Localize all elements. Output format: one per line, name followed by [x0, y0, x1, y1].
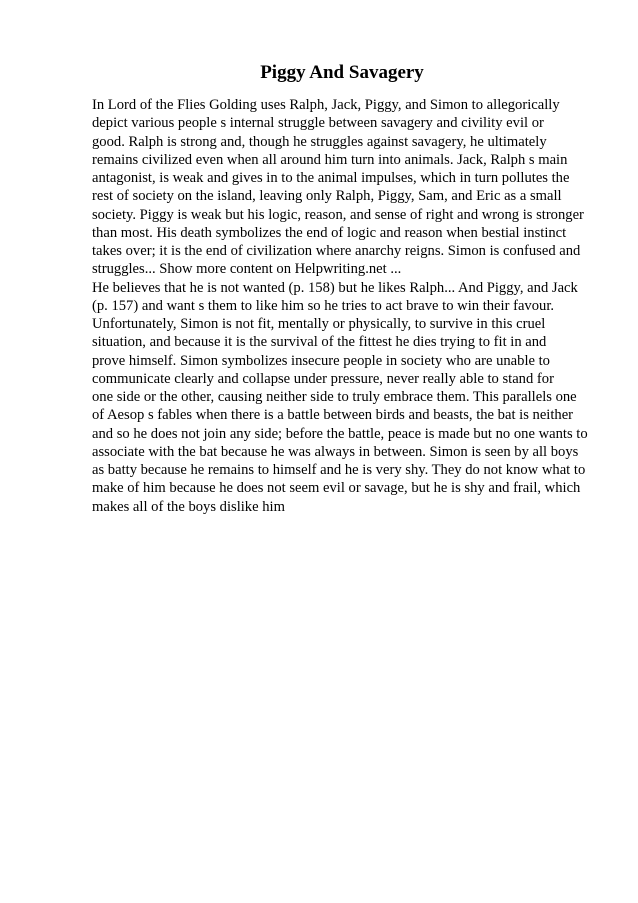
- body-line: antagonist, is weak and gives in to the animal impulses, which in turn pollutes the: [92, 170, 570, 186]
- body-line: communicate clearly and collapse under pressure, never really able to stand for: [92, 370, 554, 387]
- body-line: associate with the bat because he was always in between. Simon is seen by all boys: [92, 443, 579, 460]
- body-line: (p. 157) and want s them to like him so he tries to act brave to win their favour.: [92, 297, 555, 314]
- body-line: and so he does not join any side; before the battle, peace is made but no one wants to: [92, 425, 588, 442]
- body-line: make of him because he does not seem evil or savage, but he is shy and frail, which: [92, 480, 581, 497]
- body-line: remains civilized even when all around him turn into animals. Jack, Ralph s main: [92, 151, 568, 168]
- body-line: than most. His death symbolizes the end of logic and reason when bestial instinct: [92, 224, 567, 241]
- document-title: Piggy And Savagery: [260, 62, 424, 83]
- body-line: depict various people s internal struggle between savagery and civility evil or: [92, 115, 544, 132]
- body-line: struggles... Show more content on Helpwriting.net ...: [92, 261, 402, 278]
- body-line: situation, and because it is the survival of the fittest he dies trying to fit in and: [92, 334, 547, 351]
- body-line: as batty because he remains to himself and he is very shy. They do not know what to: [92, 462, 586, 478]
- body-line: He believes that he is not wanted (p. 158) but he likes Ralph... And Piggy, and Jack: [92, 279, 578, 296]
- body-line: prove himself. Simon symbolizes insecure people in society who are unable to: [92, 352, 550, 369]
- body-line: of Aesop s fables when there is a battle between birds and beasts, the bat is neither: [92, 407, 574, 424]
- body-line: Unfortunately, Simon is not fit, mentally or physically, to survive in this cruel: [92, 316, 546, 332]
- body-line: rest of society on the island, leaving only Ralph, Piggy, Sam, and Eric as a small: [92, 188, 562, 205]
- body-line: one side or the other, causing neither side to truly embrace them. This parallels one: [92, 389, 577, 405]
- document-body: [92, 96, 612, 516]
- body-line: society. Piggy is weak but his logic, reason, and sense of right and wrong is stronger: [92, 206, 584, 223]
- body-line: good. Ralph is strong and, though he struggles against savagery, he ultimately: [92, 133, 547, 150]
- body-line: In Lord of the Flies Golding uses Ralph, Jack, Piggy, and Simon to allegorically: [92, 97, 560, 113]
- body-line: makes all of the boys dislike him: [92, 498, 285, 515]
- body-line: takes over; it is the end of civilization where anarchy reigns. Simon is confused and: [92, 243, 581, 259]
